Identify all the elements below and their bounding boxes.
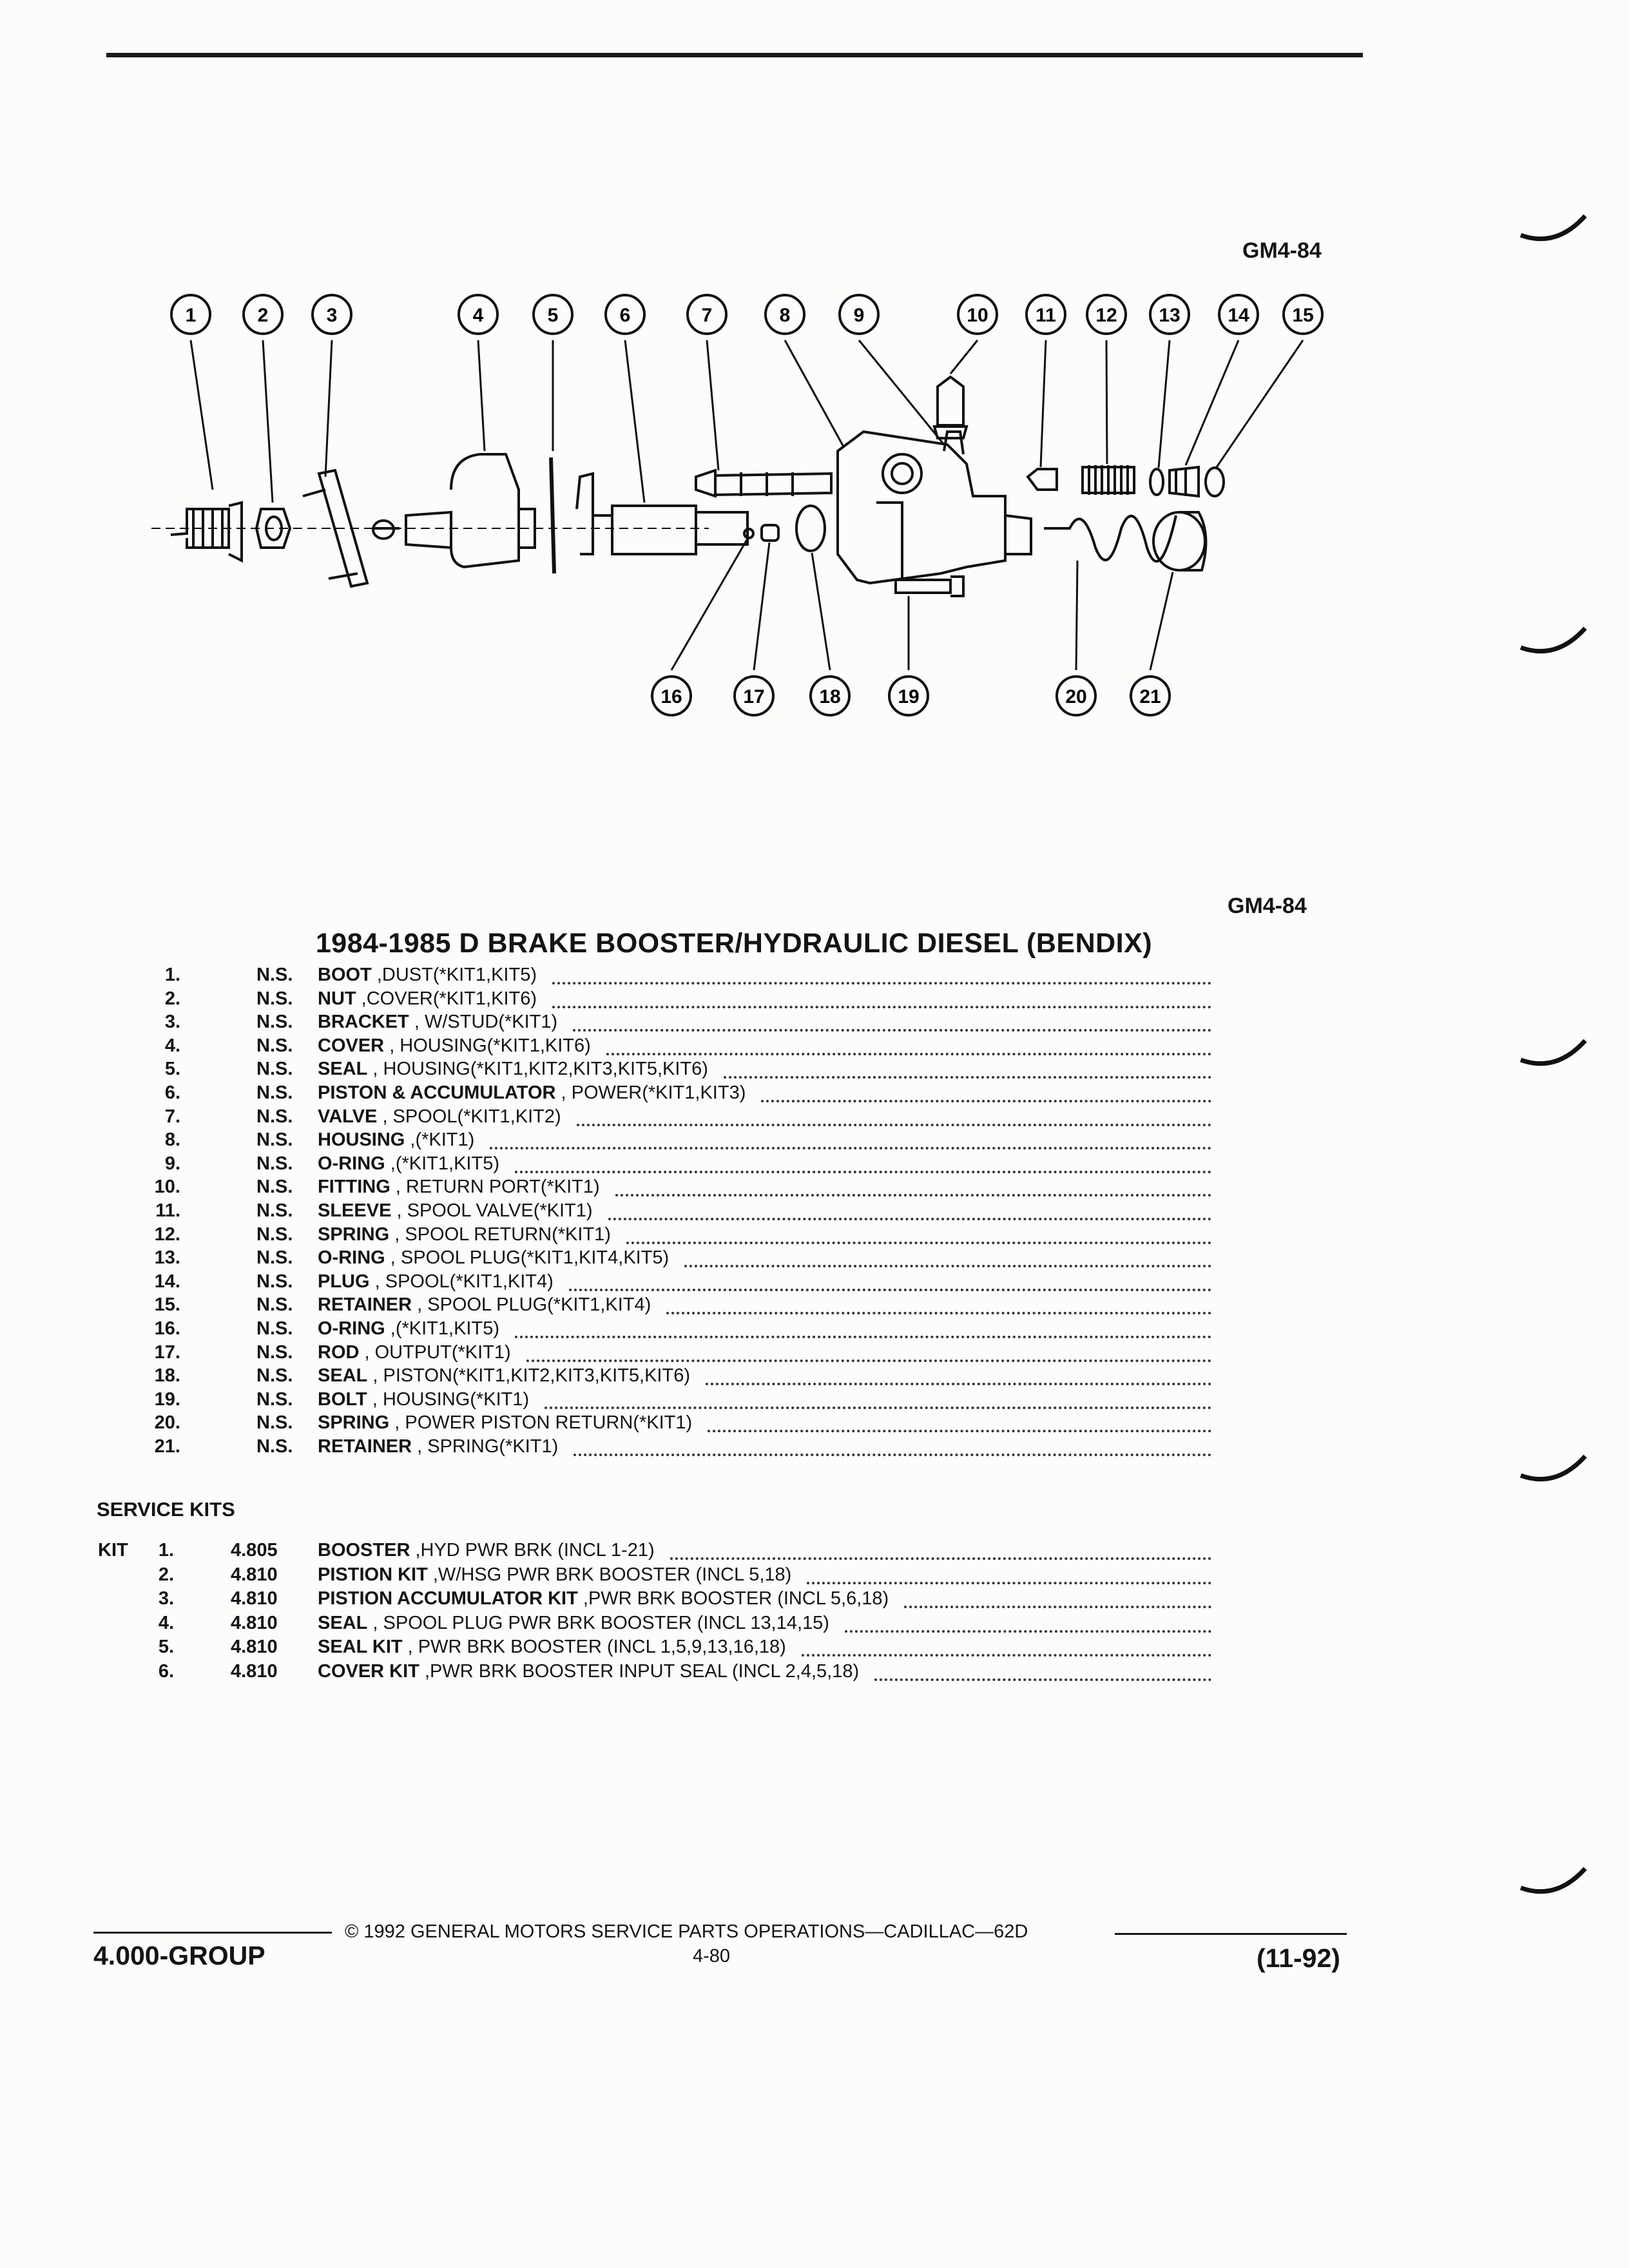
part-name: BOLT (318, 1389, 367, 1410)
part-number: 4. (164, 1035, 180, 1056)
callout-number: 1 (185, 305, 197, 326)
kit-detail: ,PWR BRK BOOSTER INPUT SEAL (INCL 2,4,5,18) (419, 1661, 860, 1682)
part-name: BRACKET (318, 1012, 409, 1033)
callout-number: 2 (257, 305, 269, 326)
part-spool-valve (696, 470, 831, 496)
callout-number: 8 (779, 305, 791, 326)
leader-dots (515, 1171, 1211, 1173)
leader-dots (552, 982, 1211, 985)
part-name: RETAINER (318, 1294, 412, 1316)
part-number: 15. (154, 1294, 180, 1316)
parts-drawing (151, 377, 1224, 596)
kit-name: PISTION KIT (318, 1564, 428, 1585)
part-description (318, 965, 537, 986)
leader-dots (526, 1360, 1211, 1362)
leader-dots (807, 1582, 1211, 1584)
callout (171, 295, 210, 334)
callout (735, 677, 773, 715)
kit-description (318, 1588, 889, 1610)
part-ns: N.S. (256, 1271, 293, 1292)
part-number: 2. (164, 988, 180, 1009)
callout-number: 18 (819, 686, 841, 707)
part-name: FITTING (318, 1177, 390, 1198)
part-description (318, 1082, 746, 1104)
part-spool-sleeve (1028, 469, 1057, 490)
part-detail: , HOUSING(*KIT1,KIT2,KIT3,KIT5,KIT6) (367, 1059, 708, 1080)
callout-number: 4 (472, 305, 484, 326)
part-detail: , SPOOL(*KIT1,KIT4) (369, 1271, 554, 1292)
part-number: 11. (155, 1200, 180, 1221)
part-ns: N.S. (256, 1153, 293, 1174)
callout-number: 14 (1228, 305, 1249, 326)
leader-dots (684, 1265, 1211, 1267)
part-detail: , W/STUD(*KIT1) (409, 1012, 558, 1033)
footer-page-number: 4-80 (693, 1946, 731, 1966)
kit-description (318, 1540, 655, 1561)
part-description (318, 1318, 499, 1340)
callout (1087, 295, 1126, 334)
part-description (318, 1200, 593, 1222)
callout (534, 295, 572, 334)
callout (1284, 295, 1322, 334)
kit-name: COVER KIT (318, 1661, 419, 1682)
part-piston-accumulator (577, 474, 747, 554)
part-number: 13. (154, 1247, 180, 1269)
part-description (318, 1106, 561, 1128)
part-detail: , POWER(*KIT1,KIT3) (555, 1082, 746, 1103)
callout-number: 9 (853, 305, 865, 326)
part-name: SEAL (318, 1365, 368, 1387)
callout (1057, 677, 1095, 715)
callout-number: 10 (967, 305, 988, 326)
leader-dots (574, 1454, 1211, 1456)
leader-dots (515, 1336, 1211, 1338)
part-housing (838, 432, 1031, 583)
binder-hole-mark-5 (1518, 1865, 1588, 1910)
part-ns: N.S. (256, 1106, 293, 1127)
leader-dots (606, 1053, 1211, 1055)
kit-number: 4. (158, 1612, 174, 1633)
part-number: 16. (154, 1318, 180, 1339)
part-ns: N.S. (256, 1177, 293, 1198)
part-detail: ,(*KIT1,KIT5) (385, 1153, 499, 1174)
part-description (318, 1153, 499, 1175)
part-housing-seal (551, 457, 554, 573)
callout-number: 21 (1139, 686, 1161, 707)
part-number: 9. (164, 1153, 180, 1174)
leader-lines (191, 340, 1303, 670)
kit-group-code: 4.810 (231, 1661, 278, 1682)
kit-group-code: 4.810 (231, 1564, 278, 1585)
part-name: HOUSING (318, 1129, 405, 1151)
kit-detail: , PWR BRK BOOSTER (INCL 1,5,9,13,16,18) (402, 1637, 786, 1658)
callout (244, 295, 282, 334)
part-detail: ,DUST(*KIT1,KIT5) (371, 965, 537, 985)
callout-number: 13 (1159, 305, 1181, 326)
leader-dots (761, 1100, 1211, 1102)
footer-date: (11-92) (1257, 1943, 1340, 1973)
figure-id-bottom: GM4-84 (1228, 894, 1307, 918)
part-description (318, 1436, 558, 1457)
part-ns: N.S. (256, 1318, 293, 1339)
kit-detail: ,W/HSG PWR BRK BOOSTER (INCL 5,18) (427, 1564, 792, 1585)
part-boot (171, 503, 242, 561)
part-number: 6. (164, 1082, 180, 1103)
part-ns: N.S. (256, 1224, 293, 1245)
part-number: 1. (164, 965, 180, 985)
callout-number: 20 (1065, 686, 1087, 707)
service-kits-heading: SERVICE KITS (97, 1498, 235, 1521)
part-number: 10. (154, 1177, 180, 1198)
part-ns: N.S. (256, 1129, 293, 1151)
kit-name: SEAL KIT (318, 1637, 403, 1658)
part-ns: N.S. (256, 988, 293, 1009)
leader-dots (545, 1407, 1211, 1409)
part-name: O-RING (318, 1318, 385, 1339)
leader-dots (552, 1006, 1211, 1008)
part-description (318, 1412, 692, 1434)
part-name: PISTON & ACCUMULATOR (318, 1082, 556, 1103)
leader-dots (904, 1606, 1211, 1608)
leader-dots (608, 1218, 1211, 1220)
leader-dots (666, 1312, 1211, 1314)
part-detail: , RETURN PORT(*KIT1) (390, 1177, 600, 1198)
callout (652, 677, 691, 715)
kit-description (318, 1564, 791, 1586)
leader-dots (490, 1147, 1211, 1149)
title-text: 1984-1985 D BRAKE BOOSTER/HYDRAULIC DIESEL (BENDIX) (315, 928, 1153, 959)
kit-name: SEAL (318, 1612, 368, 1633)
part-plug-retainer (1206, 468, 1224, 496)
part-name: RETAINER (318, 1436, 412, 1457)
part-detail: , POWER PISTON RETURN(*KIT1) (389, 1412, 693, 1434)
part-description (318, 1294, 651, 1316)
callout (688, 295, 726, 334)
part-number: 5. (164, 1059, 180, 1080)
part-detail: , SPOOL PLUG(*KIT1,KIT4,KIT5) (385, 1247, 670, 1269)
part-ns: N.S. (256, 1294, 293, 1316)
part-ns: N.S. (256, 1059, 293, 1080)
part-return-fitting (934, 377, 967, 438)
part-ns: N.S. (256, 1389, 293, 1410)
part-number: 14. (154, 1271, 180, 1292)
part-description (318, 1035, 591, 1057)
part-name: SPRING (318, 1412, 390, 1434)
part-name: NUT (318, 988, 356, 1009)
leader-dots (706, 1383, 1211, 1385)
callout (766, 295, 804, 334)
part-housing-cover (373, 454, 535, 567)
binder-hole-mark-4 (1518, 1453, 1588, 1498)
callout (889, 677, 928, 715)
part-ns: N.S. (256, 1012, 293, 1033)
part-description (318, 1012, 557, 1033)
part-spool-spring (1083, 465, 1134, 495)
part-name: SPRING (318, 1224, 390, 1245)
part-name: SLEEVE (318, 1200, 392, 1221)
kit-number: 5. (158, 1637, 174, 1658)
kit-number: 1. (158, 1540, 174, 1561)
footer-group: 4.000-GROUP (93, 1941, 265, 1970)
part-ns: N.S. (256, 1200, 293, 1221)
kit-description (318, 1661, 859, 1682)
leader-dots (626, 1242, 1211, 1244)
part-description (318, 1177, 600, 1198)
part-number: 8. (164, 1129, 180, 1151)
part-name: BOOT (318, 965, 372, 985)
kit-number: 3. (158, 1588, 174, 1610)
part-detail: , SPRING(*KIT1) (412, 1436, 559, 1457)
callout (958, 295, 997, 334)
footer-rule-left (93, 1932, 332, 1934)
part-detail: , SPOOL RETURN(*KIT1) (389, 1224, 611, 1245)
callout (840, 295, 878, 334)
figure-id-top: GM4-84 (1242, 238, 1322, 263)
part-detail: ,COVER(*KIT1,KIT6) (356, 988, 537, 1009)
part-description (318, 1271, 554, 1293)
leader-dots (724, 1076, 1211, 1079)
part-name: PLUG (318, 1271, 370, 1292)
callout (1131, 677, 1170, 715)
part-description (318, 1129, 474, 1151)
part-number: 20. (154, 1412, 180, 1434)
part-number: 17. (154, 1341, 180, 1363)
part-spool-plug (1170, 467, 1199, 496)
binder-hole-mark-3 (1518, 1037, 1588, 1082)
kit-number: 2. (158, 1564, 174, 1585)
part-number: 18. (154, 1365, 180, 1387)
leader-dots (577, 1124, 1211, 1126)
part-description (318, 988, 537, 1010)
part-name: COVER (318, 1035, 385, 1056)
part-number: 21. (154, 1436, 180, 1457)
part-detail: , SPOOL PLUG(*KIT1,KIT4) (412, 1294, 651, 1316)
callout-number: 6 (619, 305, 631, 326)
part-spring-retainer (1153, 512, 1206, 570)
leader-dots (802, 1654, 1211, 1657)
kit-number: 6. (158, 1661, 174, 1682)
part-ns: N.S. (256, 965, 293, 985)
part-ns: N.S. (256, 1247, 293, 1269)
part-ns: N.S. (256, 1035, 293, 1056)
leader-dots (569, 1289, 1211, 1291)
callout-number: 12 (1095, 305, 1117, 326)
part-ns: N.S. (256, 1365, 293, 1387)
part-description (318, 1389, 529, 1410)
part-detail: , SPOOL VALVE(*KIT1) (391, 1200, 593, 1221)
part-number: 7. (164, 1106, 180, 1127)
part-detail: , PISTON(*KIT1,KIT2,KIT3,KIT5,KIT6) (367, 1365, 690, 1387)
callout-number: 7 (701, 305, 713, 326)
kit-name: PISTION ACCUMULATOR KIT (318, 1588, 578, 1610)
callout-number: 3 (326, 305, 338, 326)
callout-number: 15 (1292, 305, 1314, 326)
part-ns: N.S. (256, 1341, 293, 1363)
part-detail: , SPOOL(*KIT1,KIT2) (377, 1106, 561, 1127)
callout-number: 19 (898, 686, 920, 707)
part-name: O-RING (318, 1247, 385, 1269)
part-plug-o-ring (1150, 469, 1163, 495)
kit-group-code: 4.810 (231, 1612, 278, 1633)
exploded-parts-diagram (0, 0, 1629, 773)
part-number: 19. (154, 1389, 180, 1410)
part-output-rod (762, 525, 778, 541)
part-ns: N.S. (256, 1412, 293, 1434)
callout-number: 11 (1036, 305, 1056, 326)
part-description (318, 1365, 690, 1387)
part-detail: ,(*KIT1) (405, 1129, 475, 1151)
leader-dots (874, 1678, 1211, 1681)
leader-dots (708, 1430, 1211, 1432)
part-number: 12. (154, 1224, 180, 1245)
kit-detail: ,HYD PWR BRK (INCL 1-21) (410, 1540, 655, 1561)
part-name: ROD (318, 1341, 360, 1363)
callout (1027, 295, 1065, 334)
part-description (318, 1247, 669, 1269)
callout-number: 16 (660, 686, 682, 707)
leader-dots (573, 1029, 1211, 1032)
part-detail: , HOUSING(*KIT1,KIT6) (384, 1035, 591, 1056)
leader-dots (845, 1630, 1211, 1633)
part-name: SEAL (318, 1059, 368, 1080)
part-number: 3. (164, 1012, 180, 1033)
kit-description (318, 1613, 829, 1634)
footer-rule-right (1115, 1933, 1347, 1935)
part-housing-bolt (896, 577, 963, 596)
leader-dots (670, 1557, 1211, 1560)
kit-label: KIT (98, 1540, 128, 1561)
kit-group-code: 4.810 (231, 1637, 278, 1658)
callout (606, 295, 644, 334)
kit-group-code: 4.805 (231, 1540, 278, 1561)
footer-copyright: © 1992 GENERAL MOTORS SERVICE PARTS OPERATIONS—CADILLAC—62D (345, 1921, 1028, 1942)
kit-description (318, 1637, 786, 1658)
callout-number: 17 (743, 686, 765, 707)
part-description (318, 1059, 708, 1080)
part-detail: , HOUSING(*KIT1) (367, 1389, 530, 1410)
callout-number: 5 (547, 305, 559, 326)
callout (313, 295, 351, 334)
part-name: VALVE (318, 1106, 378, 1127)
part-piston-seal (796, 506, 825, 551)
kit-detail: ,PWR BRK BOOSTER (INCL 5,6,18) (577, 1588, 889, 1610)
part-description (318, 1224, 611, 1245)
part-name: O-RING (318, 1153, 385, 1174)
callout (459, 295, 497, 334)
parts-list-title (0, 928, 1629, 959)
kit-detail: , SPOOL PLUG PWR BRK BOOSTER (INCL 13,14,15) (367, 1612, 829, 1633)
part-description (318, 1342, 511, 1363)
callout (1150, 295, 1189, 334)
part-ns: N.S. (256, 1082, 293, 1103)
part-detail: ,(*KIT1,KIT5) (385, 1318, 499, 1339)
callout (811, 677, 849, 715)
part-detail: , OUTPUT(*KIT1) (359, 1341, 511, 1363)
kit-name: BOOSTER (318, 1540, 410, 1561)
kit-group-code: 4.810 (231, 1588, 278, 1610)
callout (1219, 295, 1258, 334)
part-ns: N.S. (256, 1436, 293, 1457)
leader-dots (615, 1194, 1211, 1196)
